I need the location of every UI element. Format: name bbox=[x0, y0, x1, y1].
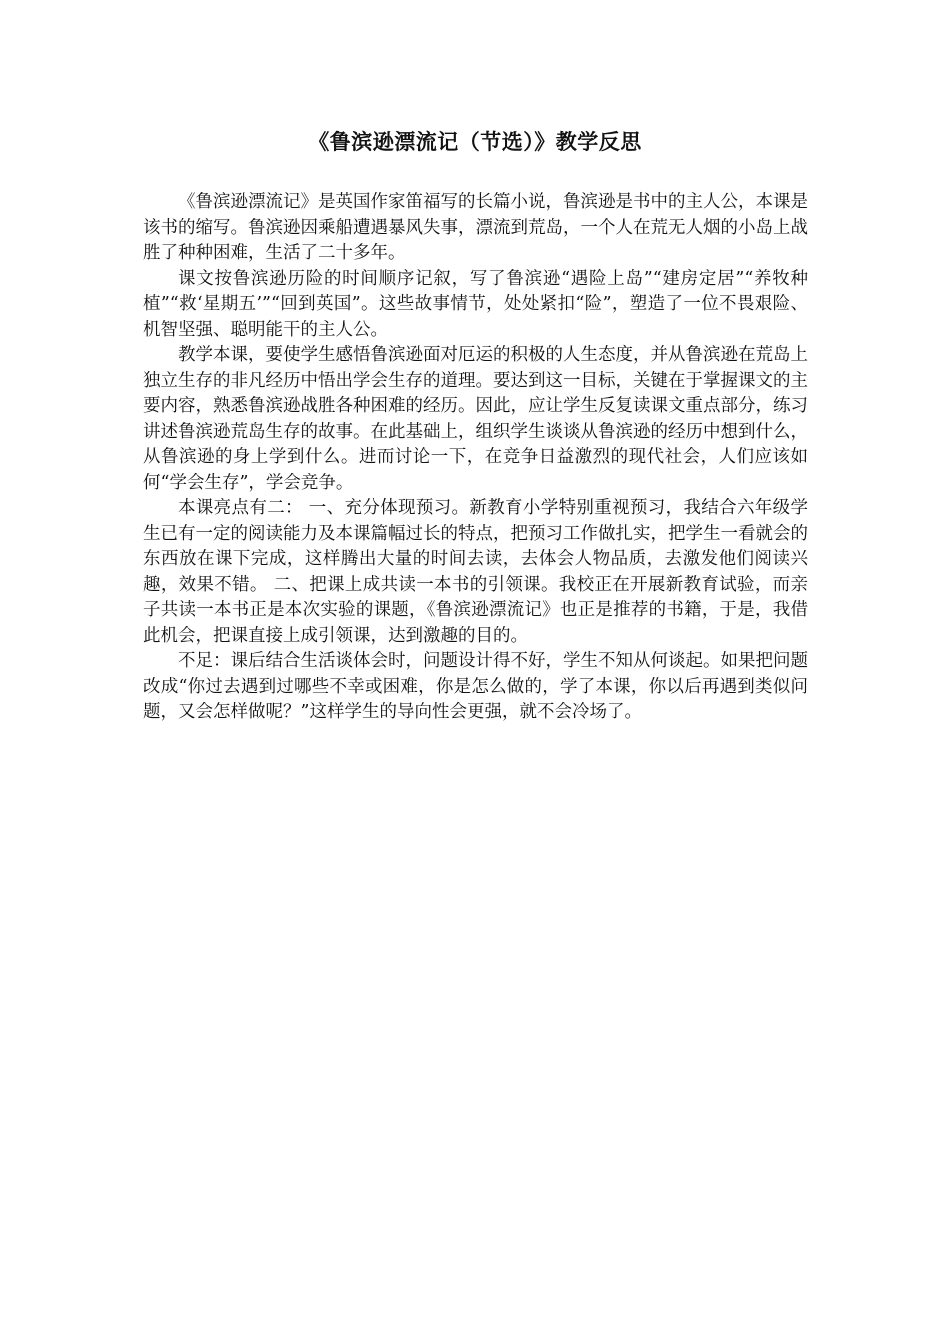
paragraph-highlights: 本课亮点有二： 一、充分体现预习。新教育小学特别重视预习，我结合六年级学生已有一定的阅读能力及本课篇幅过长的特点，把预习工作做扎实，把学生一看就会的东西放在课下完成，这样腾出大量的时间去读，去体会人物品质，去激发他们阅读兴趣，效果不错。 二、把课上成共读一本书的引领课。我校正在开展新教育试验，而亲子共读一本书正是本次实验的课题，《鲁滨逊漂流记》也正是推荐的书籍，于是，我借此机会，把课直接上成引领课，达到激趣的目的。 bbox=[143, 498, 808, 646]
paragraph-structure: 课文按鲁滨逊历险的时间顺序记叙，写了鲁滨逊“遇险上岛”“建房定居”“养牧种植”“救‘星期五’”“回到英国”。这些故事情节，处处紧扣“险”，塑造了一位不畏艰险、机智坚强、聪明能干的主人公。 bbox=[143, 268, 808, 340]
paragraph-teaching-goal: 教学本课，要使学生感悟鲁滨逊面对厄运的积极的人生态度，并从鲁滨逊在荒岛上独立生存的非凡经历中悟出学会生存的道理。要达到这一目标，关键在于掌握课文的主要内容，熟悉鲁滨逊战胜各种困难的经历。因此，应让学生反复读课文重点部分，练习讲述鲁滨逊荒岛生存的故事。在此基础上，组织学生谈谈从鲁滨逊的经历中想到什么，从鲁滨逊的身上学到什么。进而讨论一下，在竞争日益激烈的现代社会，人们应该如何“学会生存”，学会竞争。 bbox=[143, 345, 808, 493]
document-body bbox=[143, 190, 808, 726]
document-title: 《鲁滨逊漂流记（节选）》教学反思 bbox=[308, 130, 642, 154]
paragraph-intro: 《鲁滨逊漂流记》是英国作家笛福写的长篇小说，鲁滨逊是书中的主人公，本课是该书的缩写。鲁滨逊因乘船遭遇暴风失事，漂流到荒岛，一个人在荒无人烟的小岛上战胜了种种困难，生活了二十多年。 bbox=[143, 192, 808, 263]
paragraph-shortcomings: 不足：课后结合生活谈体会时，问题设计得不好，学生不知从何谈起。如果把问题改成“你过去遇到过哪些不幸或困难，你是怎么做的，学了本课，你以后再遇到类似问题，又会怎样做呢？”这样学生的导向性会更强，就不会冷场了。 bbox=[143, 651, 808, 722]
